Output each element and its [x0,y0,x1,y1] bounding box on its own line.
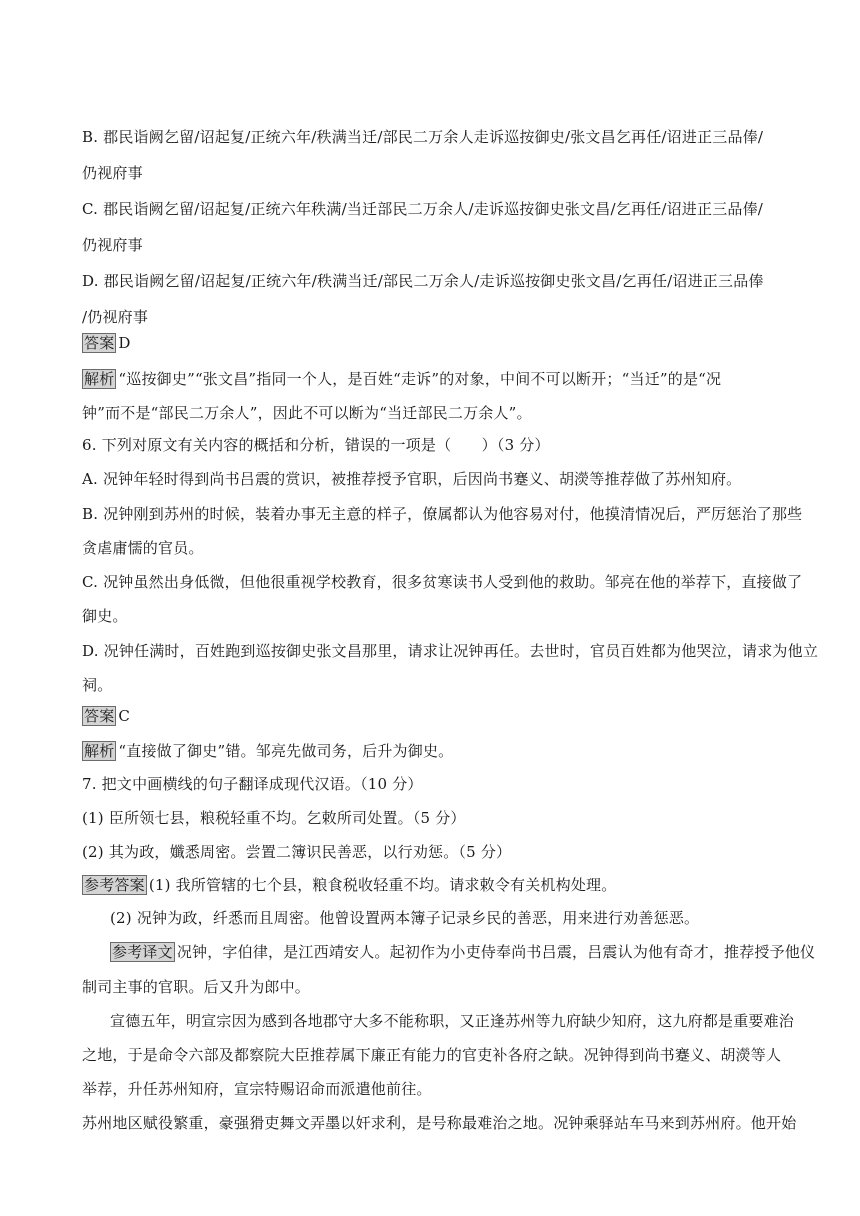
reference-answer-2: (2) 况钟为政，纤悉而且周密。他曾设置两本簿子记录乡民的善恶，用来进行劝善惩恶。 [110,909,700,927]
option-b-line-1: B. 郡民诣阙乞留/诏起复/正统六年/秩满当迁/部民二万余人走诉巡按御史/张文昌乞再任/诏进正三品俸/ [82,128,764,146]
answer-value: C [118,707,131,725]
q6-option-c-line-1: C. 况钟虽然出身低微，但他很重视学校教育，很多贫寒读书人受到他的救助。邹亮在他的举荐下，直接做了 [82,573,803,591]
analysis-5-line-2: 钟”而不是“部民二万余人”，因此不可以断为“当迁部民二万余人”。 [82,404,532,422]
q6-option-b-line-2: 贪虐庸懦的官员。 [82,539,204,557]
analysis-6 [82,740,782,762]
analysis-text: “巡按御史”“张文昌”指同一个人，是百姓“走诉”的对象，中间不可以断开；“当迁”的是“况 [118,370,722,388]
q7-sentence-2: (2) 其为政，孅悉周密。尝置二簿识民善恶，以行劝惩。（5 分） [82,843,512,861]
q6-option-a: A. 况钟年轻时得到尚书吕震的赏识，被推荐授予官职，后因尚书蹇义、胡濙等推荐做了苏州知府。 [82,470,742,488]
paragraph-2-line-1: 宣德五年，明宣宗因为感到各地郡守大多不能称职，又正逢苏州等九府缺少知府，这九府都是重要难治 [110,1012,795,1030]
q6-option-b-line-1: B. 况钟刚到苏州的时候，装着办事无主意的样子，僚属都认为他容易对付，他摸清情况后，严厉惩治了那些 [82,505,803,523]
q6-option-d-line-2: 祠。 [82,676,113,694]
option-d-line-1: D. 郡民诣阙乞留/诏起复/正统六年/秩满当迁/部民二万余人/走诉巡按御史张文昌/乞再任/诏进正三品俸 [82,272,764,290]
paragraph-2-line-3: 举荐，升任苏州知府，宣宗特赐诏命而派遣他前往。 [82,1080,432,1098]
answer-tag: 答案 [84,707,115,725]
option-d-line-2: /仍视府事 [82,308,149,326]
translation-tag: 参考译文 [112,943,173,961]
q6-option-c-line-2: 御史。 [82,607,128,625]
analysis-text: “直接做了御史”错。邹亮先做司务，后升为御史。 [118,742,454,760]
q7-sentence-1: (1) 臣所领七县，粮税轻重不均。乞敕所司处置。（5 分） [82,809,466,827]
reference-answer-tag: 参考答案 [84,876,145,894]
translation-line-2: 制司主事的官职。后又升为郎中。 [82,978,311,996]
analysis-tag: 解析 [84,742,115,760]
paragraph-2-line-2: 之地，于是命令六部及都察院大臣推荐属下廉正有能力的官吏补各府之缺。况钟得到尚书蹇义、胡濙等人 [82,1046,782,1064]
paragraph-3-line-1: 苏州地区赋役繁重，豪强猾吏舞文弄墨以奸求利，是号称最难治之地。况钟乘驿站车马来到苏州府。他开始 [82,1114,797,1132]
translation-text: 况钟，字伯律，是江西靖安人。起初作为小吏侍奉尚书吕震，吕震认为他有奇才，推荐授予他仪 [176,943,816,961]
answer-value: D [118,334,131,352]
reference-answer-text: (1) 我所管辖的七个县，粮食税收轻重不均。请求敕令有关机构处理。 [148,876,617,894]
analysis-tag: 解析 [84,370,115,388]
question-7: 7. 把文中画横线的句子翻译成现代汉语。（10 分） [82,775,423,793]
reference-answer-1 [82,874,782,896]
answer-6 [82,705,782,727]
translation-line-1 [110,941,816,963]
answer-tag: 答案 [84,334,115,352]
question-6: 6. 下列对原文有关内容的概括和分析，错误的一项是（ ）（3 分） [82,436,550,454]
option-c-line-2: 仍视府事 [82,236,143,254]
analysis-5-line-1 [82,368,782,390]
option-b-line-2: 仍视府事 [82,164,143,182]
q6-option-d-line-1: D. 况钟任满时，百姓跑到巡按御史张文昌那里，请求让况钟再任。去世时，官员百姓都为他哭泣，请求为他立 [82,642,819,660]
option-c-line-1: C. 郡民诣阙乞留/诏起复/正统六年秩满/当迁部民二万余人/走诉巡按御史张文昌/乞再任/诏进正三品俸/ [82,200,764,218]
answer-5 [82,332,782,354]
